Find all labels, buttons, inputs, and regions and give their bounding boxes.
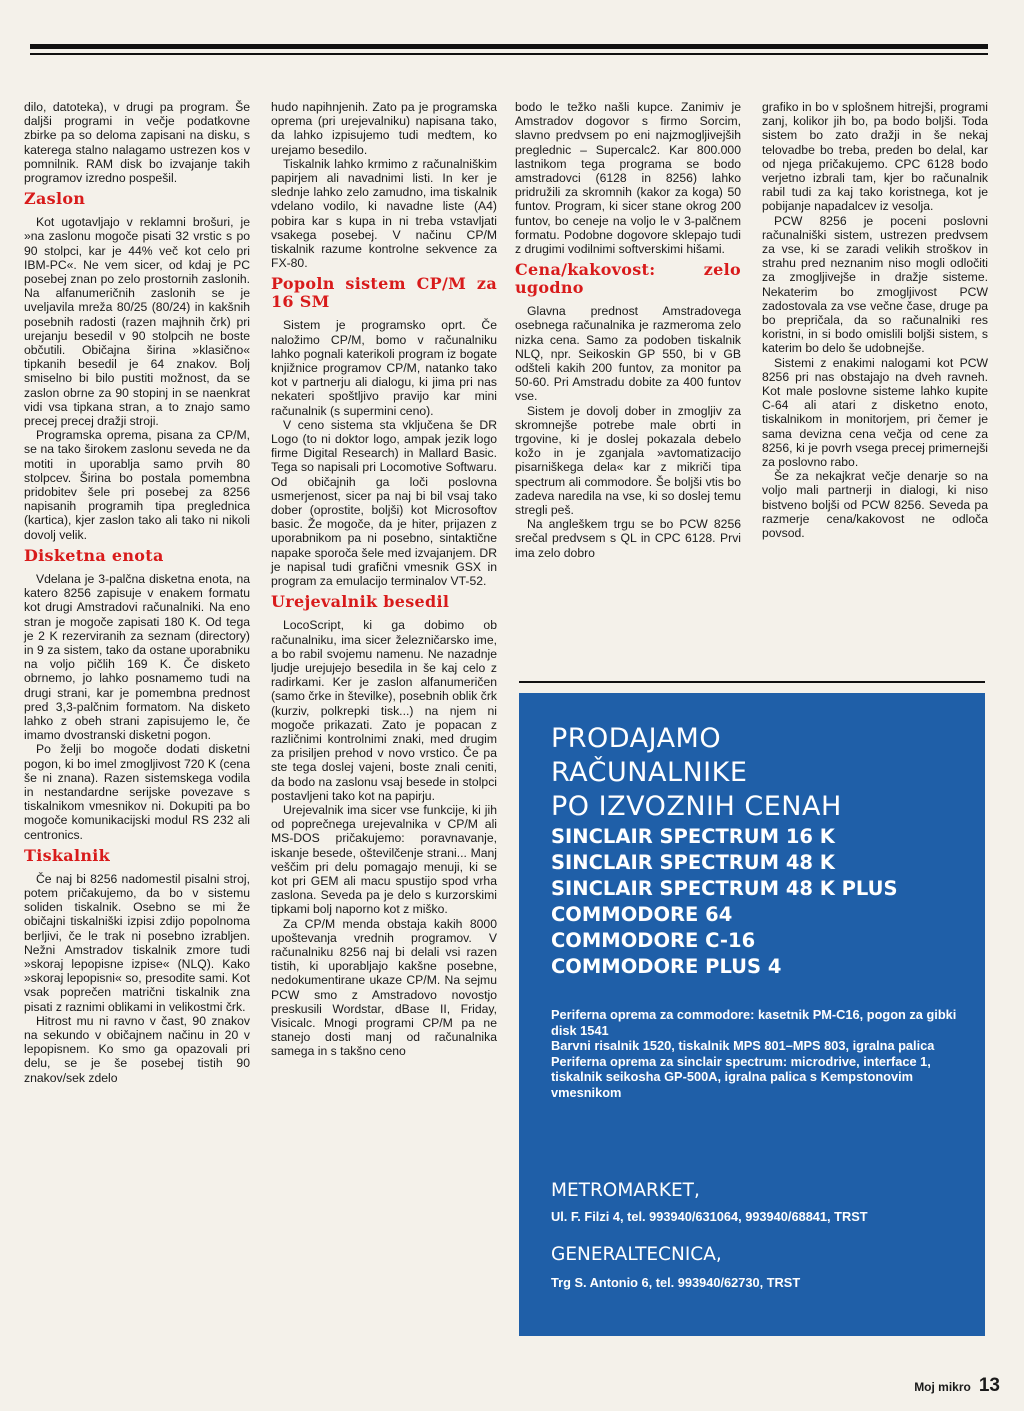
section-heading-urejevalnik: Urejevalnik besedil xyxy=(271,592,450,612)
column-3 xyxy=(515,100,741,560)
ad-product: SINCLAIR SPECTRUM 48 K PLUS xyxy=(551,877,898,900)
column-1 xyxy=(24,100,250,1085)
ad-address-1: Ul. F. Filzi 4, tel. 993940/631064, 993940/68841, TRST xyxy=(551,1209,868,1224)
paragraph: Kot ugotavljajo v reklamni brošuri, je »na zaslonu mogoče pisati 32 vrstic s po 90 stolpci, kar je 44% več kot celo pri IBM-PC«. Ne vem sicer, od kdaj je PC posebej znan po zelo prostornih zaslonih. Na alfanumeričnih zaslonih se je uveljavila mreža 80/25 (80/24) in kakšnih posebnih radosti (razen majhnih črk) pri urejanju besedil v 90 stolpcih ne boste občutili. Običajna širina »klasično« tipkanih besedil je 64 znakov. Bolj smiselno bi bilo pustiti možnost, da se zaslon obrne za 90 stopinj in se naenkrat vidi vsa tipkana stran, a to znajo samo precej precej dražji stroji. xyxy=(24,215,250,429)
paragraph: Hitrost mu ni ravno v čast, 90 znakov na sekundo v običajnem načinu in 20 v lepopisnem. Ko smo ga opazovali pri delu, se je še posebej tistih 90 znakov/sek zdelo xyxy=(24,1013,250,1085)
magazine-name: Moj mikro xyxy=(914,1380,971,1394)
ad-product: COMMODORE 64 xyxy=(551,903,733,926)
ad-product: COMMODORE PLUS 4 xyxy=(551,955,782,978)
paragraph: Urejevalnik ima sicer vse funkcije, ki jih od poprečnega urejevalnika v CP/M ali MS-DOS pričakujemo: poravnavanje, iskanje besede, oštevilčenje strani... Manj veščim pri delu pomagajo menuji, ki se kot pri GEM ali macu spustijo spod vrha zaslona. Seveda pa je delo s kurzorskimi tipkami bolj naporno kot z miško. xyxy=(271,802,497,917)
page-footer xyxy=(914,1375,1000,1397)
ad-headline-2: RAČUNALNIKE xyxy=(551,757,748,788)
paragraph: dilo, datoteka), v drugi pa program. Še daljši programi in večje podatkovne zbirke pa so deloma zapisani na disku, s katerega stalno nalagamo ustrezen kos v pomnilnik. RAM disk bo izvajanje takih programov izredno pospešil. xyxy=(24,100,250,186)
paragraph: grafiko in bo v splošnem hitrejši, programi zanj, kolikor jih bo, pa bodo boljši. Toda sistem bo zato dražji in še nekaj telovadbe bo treba, preden bo delal, kar od njega pričakujemo. CPC 6128 bodo verjetno izbrali tam, kjer bo računalnik rabil tudi za kaj tako koristnega, kot je pobijanje napadalcev iz vesolja. xyxy=(762,100,988,214)
column-2 xyxy=(271,100,497,1059)
paragraph: Sistem je programsko oprt. Če naložimo CP/M, bomo v računalniku lahko pognali katerikoli program iz bogate knjižnice programov CP/M, natanko tako kot v partnerju ali dialogu, ki jima pri nas nekateri spoštljivo pravijo kar mini računalnik (s supermini ceno). xyxy=(271,318,497,418)
section-heading-cena-kakovost: Cena/kakovost: zelo ugodno xyxy=(515,260,741,298)
paragraph: V ceno sistema sta vključena še DR Logo (to ni doktor logo, ampak jezik logo firme Digital Research) in Mallard Basic. Tega so napisali pri Locomotive Softwaru. Od običajnih ga loči poslovna usmerjenost, sicer pa naj bi bil vsaj tako dober (oprostite, boljši) kot Microsoftov basic. Že mogoče, da je hiter, prijazen z uporabnikom pa ni posebno, sintaktične napake sporoča šele med izvajanjem. DR je napisal tudi grafični vmesnik GSX in program za emulacijo terminalov VT-52. xyxy=(271,417,497,589)
paragraph: Sistem je dovolj dober in zmogljiv za skromnejše potrebe male obrti in trgovine, ki je doslej pokazala debelo kožo in je zganjala »avtomatizacijo pisarniškega dela« kar z mikriči tipa spectrum ali commodore. Še boljši vtis bo zadeva naredila na vse, ki so doslej temu stregli peš. xyxy=(515,403,741,518)
column-4 xyxy=(762,100,988,540)
ad-address-2: Trg S. Antonio 6, tel. 993940/62730, TRST xyxy=(551,1275,801,1290)
ad-product: SINCLAIR SPECTRUM 16 K xyxy=(551,825,835,848)
advertisement xyxy=(519,693,985,1336)
paragraph: Vdelana je 3-palčna disketna enota, na katero 8256 zapisuje v enakem formatu kot drugi Amstradovi računalniki. Na eno stran je mogoče zapisati 180 K. Od tega je 2 K rezerviranih za seznam (directory) in 9 za sistem, tako da ostane uporabniku na voljo pičlih 169 K. Če disketo obrnemo, jo lahko posnamemo tudi na drugi strani, kar je pomembna prednost pred 3,3-palčnim formatom. Na disketo lahko z obeh strani zapisujemo le, če imamo dvostranski disketni pogon. xyxy=(24,571,250,743)
paragraph: Za CP/M menda obstaja kakih 8000 upoštevanja vrednih programov. V računalniku 8256 naj bi delali vsi razen tistih, ki uporabljajo kakšne posebne, nedokumentirane ukaze CP/M. Na sejmu PCW smo z Amstradovo novostjo preskusili Wordstar, dBase II, Friday, Visicalc. Mnogi programi CP/M pa ne stanejo dosti manj od računalnika samega in s takšno ceno xyxy=(271,916,497,1059)
paragraph: hudo napihnjenih. Zato pa je programska oprema (pri urejevalniku) napisana tako, da lahko izpisujemo tudi medtem, ko urejamo besedilo. xyxy=(271,100,497,157)
paragraph: Na angleškem trgu se bo PCW 8256 srečal predvsem s QL in CPC 6128. Prvi ima zelo dobro xyxy=(515,517,741,560)
page-number: 13 xyxy=(978,1375,1000,1396)
ad-peripherals-line: Periferna oprema za sinclair spectrum: microdrive, interface 1, tiskalnik seikosha GP-500A, igralna palica s Kempstonovim vmesnikom xyxy=(551,1053,931,1100)
paragraph: Programska oprema, pisana za CP/M, se na tako širokem zaslonu seveda ne da motiti in uporablja samo prvih 80 stolpcev. Širina bo postala pomembna pridobitev šele pri posebej za 8256 napisanih programih tipa preglednica (kartica), kjer zaslon tako ali tako ni nikoli dovolj velik. xyxy=(24,428,250,542)
section-heading-tiskalnik: Tiskalnik xyxy=(24,845,111,865)
paragraph: Tiskalnik lahko krmimo z računalniškim papirjem ali navadnimi listi. In ker je slednje lahko zelo zamudno, ima tiskalnik vdelano vodilo, ki navadne liste (A4) pobira kar s kupa in ni treba vstavljati vsakega posebej. V načinu CP/M tiskalnik razume kontrolne sekvence za FX-80. xyxy=(271,156,497,271)
top-rule-thick xyxy=(30,44,988,49)
paragraph: PCW 8256 je poceni poslovni računalniški sistem, ustrezen predvsem za vse, ki se zaradi velikih stroškov in strahu pred neznanim niso mogli odločiti za zmogljivejše in dražje sisteme. Nekaterim bo zmogljivost PCW zadostovala za vse večne čase, druge pa bo prepričala, da so računalniki res koristni, in si bodo omislili boljši sistem, s katerim bo delo še udobnejše. xyxy=(762,213,988,356)
paragraph: Še za nekajkrat večje denarje so na voljo mali partnerji in dialogi, ki niso bistveno boljši od PCW 8256. Seveda pa razmerje cena/kakovost ne odloča povsod. xyxy=(762,469,988,541)
ad-peripherals-commodore xyxy=(551,1007,961,1101)
paragraph: Po želji bo mogoče dodati disketni pogon, ki bo imel zmogljivost 720 K (cena še ni znana). Razen sistemskega vodila in nestandardne serijske povezave s tiskalnikom vmesnikov ni. Dokupiti pa bo mogoče komunikacijski modul RS 232 ali centronics. xyxy=(24,742,250,842)
ad-peripherals-line: Periferna oprema za commodore: kasetnik PM-C16, pogon za gibki disk 1541 xyxy=(551,1007,957,1038)
section-heading-disketna-enota: Disketna enota xyxy=(24,545,164,565)
section-heading-zaslon: Zaslon xyxy=(24,189,86,209)
paragraph: LocoScript, ki ga dobimo ob računalniku, ima sicer železničarsko ime, a bo rabil svojemu namenu. Ne nazadnje ljudje urejujejo besedila in še kaj celo z radirkami. Ker je zaslon alfanumeričen (samo črke in številke), posebnih oblik črk (kurziv, polkrepki tisk...) na njem ni mogoče prikazati. Zato je popacan z različnimi kontrolnimi znaki, med drugim za prisiljen prehod v novo vrstico. Če pa ste tega doslej vajeni, boste znali ceniti, da bodo na zaslonu vsaj besede in stolpci postavljeni tako kot na papirju. xyxy=(271,618,497,803)
paragraph: Glavna prednost Amstradovega osebnega računalnika je razmeroma zelo nizka cena. Samo za podoben tiskalnik NLQ, npr. Seikoskin GP 550, bi v GB odšteli kakih 200 funtov, za monitor pa 50-60. Pri Amstradu dobite za 400 funtov vse. xyxy=(515,304,741,404)
ad-product: SINCLAIR SPECTRUM 48 K xyxy=(551,851,835,874)
ad-top-rule xyxy=(519,681,985,683)
paragraph: Če naj bi 8256 nadomestil pisalni stroj, potem pričakujemo, da bo v sistemu soliden tiskalnik. Osebno se mi že običajni tiskalniški izpisi zdijo popolnoma berljivi, če le trak ni posebno izrabljen. Nežni Amstradov tiskalnik zmore tudi »skoraj lepopisne izpise« (NLQ). Kako »skoraj lepopisni« so, presodite sami. Kot vsak poprečen matrični tiskalnik zna pisati z raznimi oblikami in velikostmi črk. xyxy=(24,871,250,1014)
ad-peripherals-line: Barvni risalnik 1520, tiskalnik MPS 801–MPS 803, igralna palica xyxy=(551,1038,935,1054)
ad-company-2: GENERALTECNICA, xyxy=(551,1244,722,1265)
paragraph: bodo le težko našli kupce. Zanimiv je Amstradov dogovor s firmo Sorcim, slavno predvsem po eni najzmogljivejših preglednic – Supercalc2. Kar 800.000 lastnikom tega programa se bodo amstradovci (6128 in 8256) lahko pridružili za skromnih (kakor za koga) 50 funtov. Program, ki sicer stane okrog 200 funtov, bo ceneje na voljo le v 3-palčnem formatu. Podobne dogovore sklepajo tudi z drugimi vodilnimi softverskimi hišami. xyxy=(515,100,741,257)
paragraph: Sistemi z enakimi nalogami kot PCW 8256 pri nas obstajajo na dveh ravneh. Kot male poslovne sisteme lahko kupite C-64 ali atari z disketno enoto, tiskalnikom in monitorjem, pri čemer je sama devizna cena večja od cene za 8256, ki je povrh vsega precej primernejši za poslovno rabo. xyxy=(762,355,988,470)
ad-product: COMMODORE C-16 xyxy=(551,929,756,952)
ad-headline-3: PO IZVOZNIH CENAH xyxy=(551,791,842,822)
ad-company-1: METROMARKET, xyxy=(551,1180,700,1201)
section-heading-popoln-sistem: Popoln sistem CP/M za 16 SM xyxy=(271,274,497,312)
ad-headline-1: PRODAJAMO xyxy=(551,723,722,754)
top-rule-thin xyxy=(30,53,988,55)
